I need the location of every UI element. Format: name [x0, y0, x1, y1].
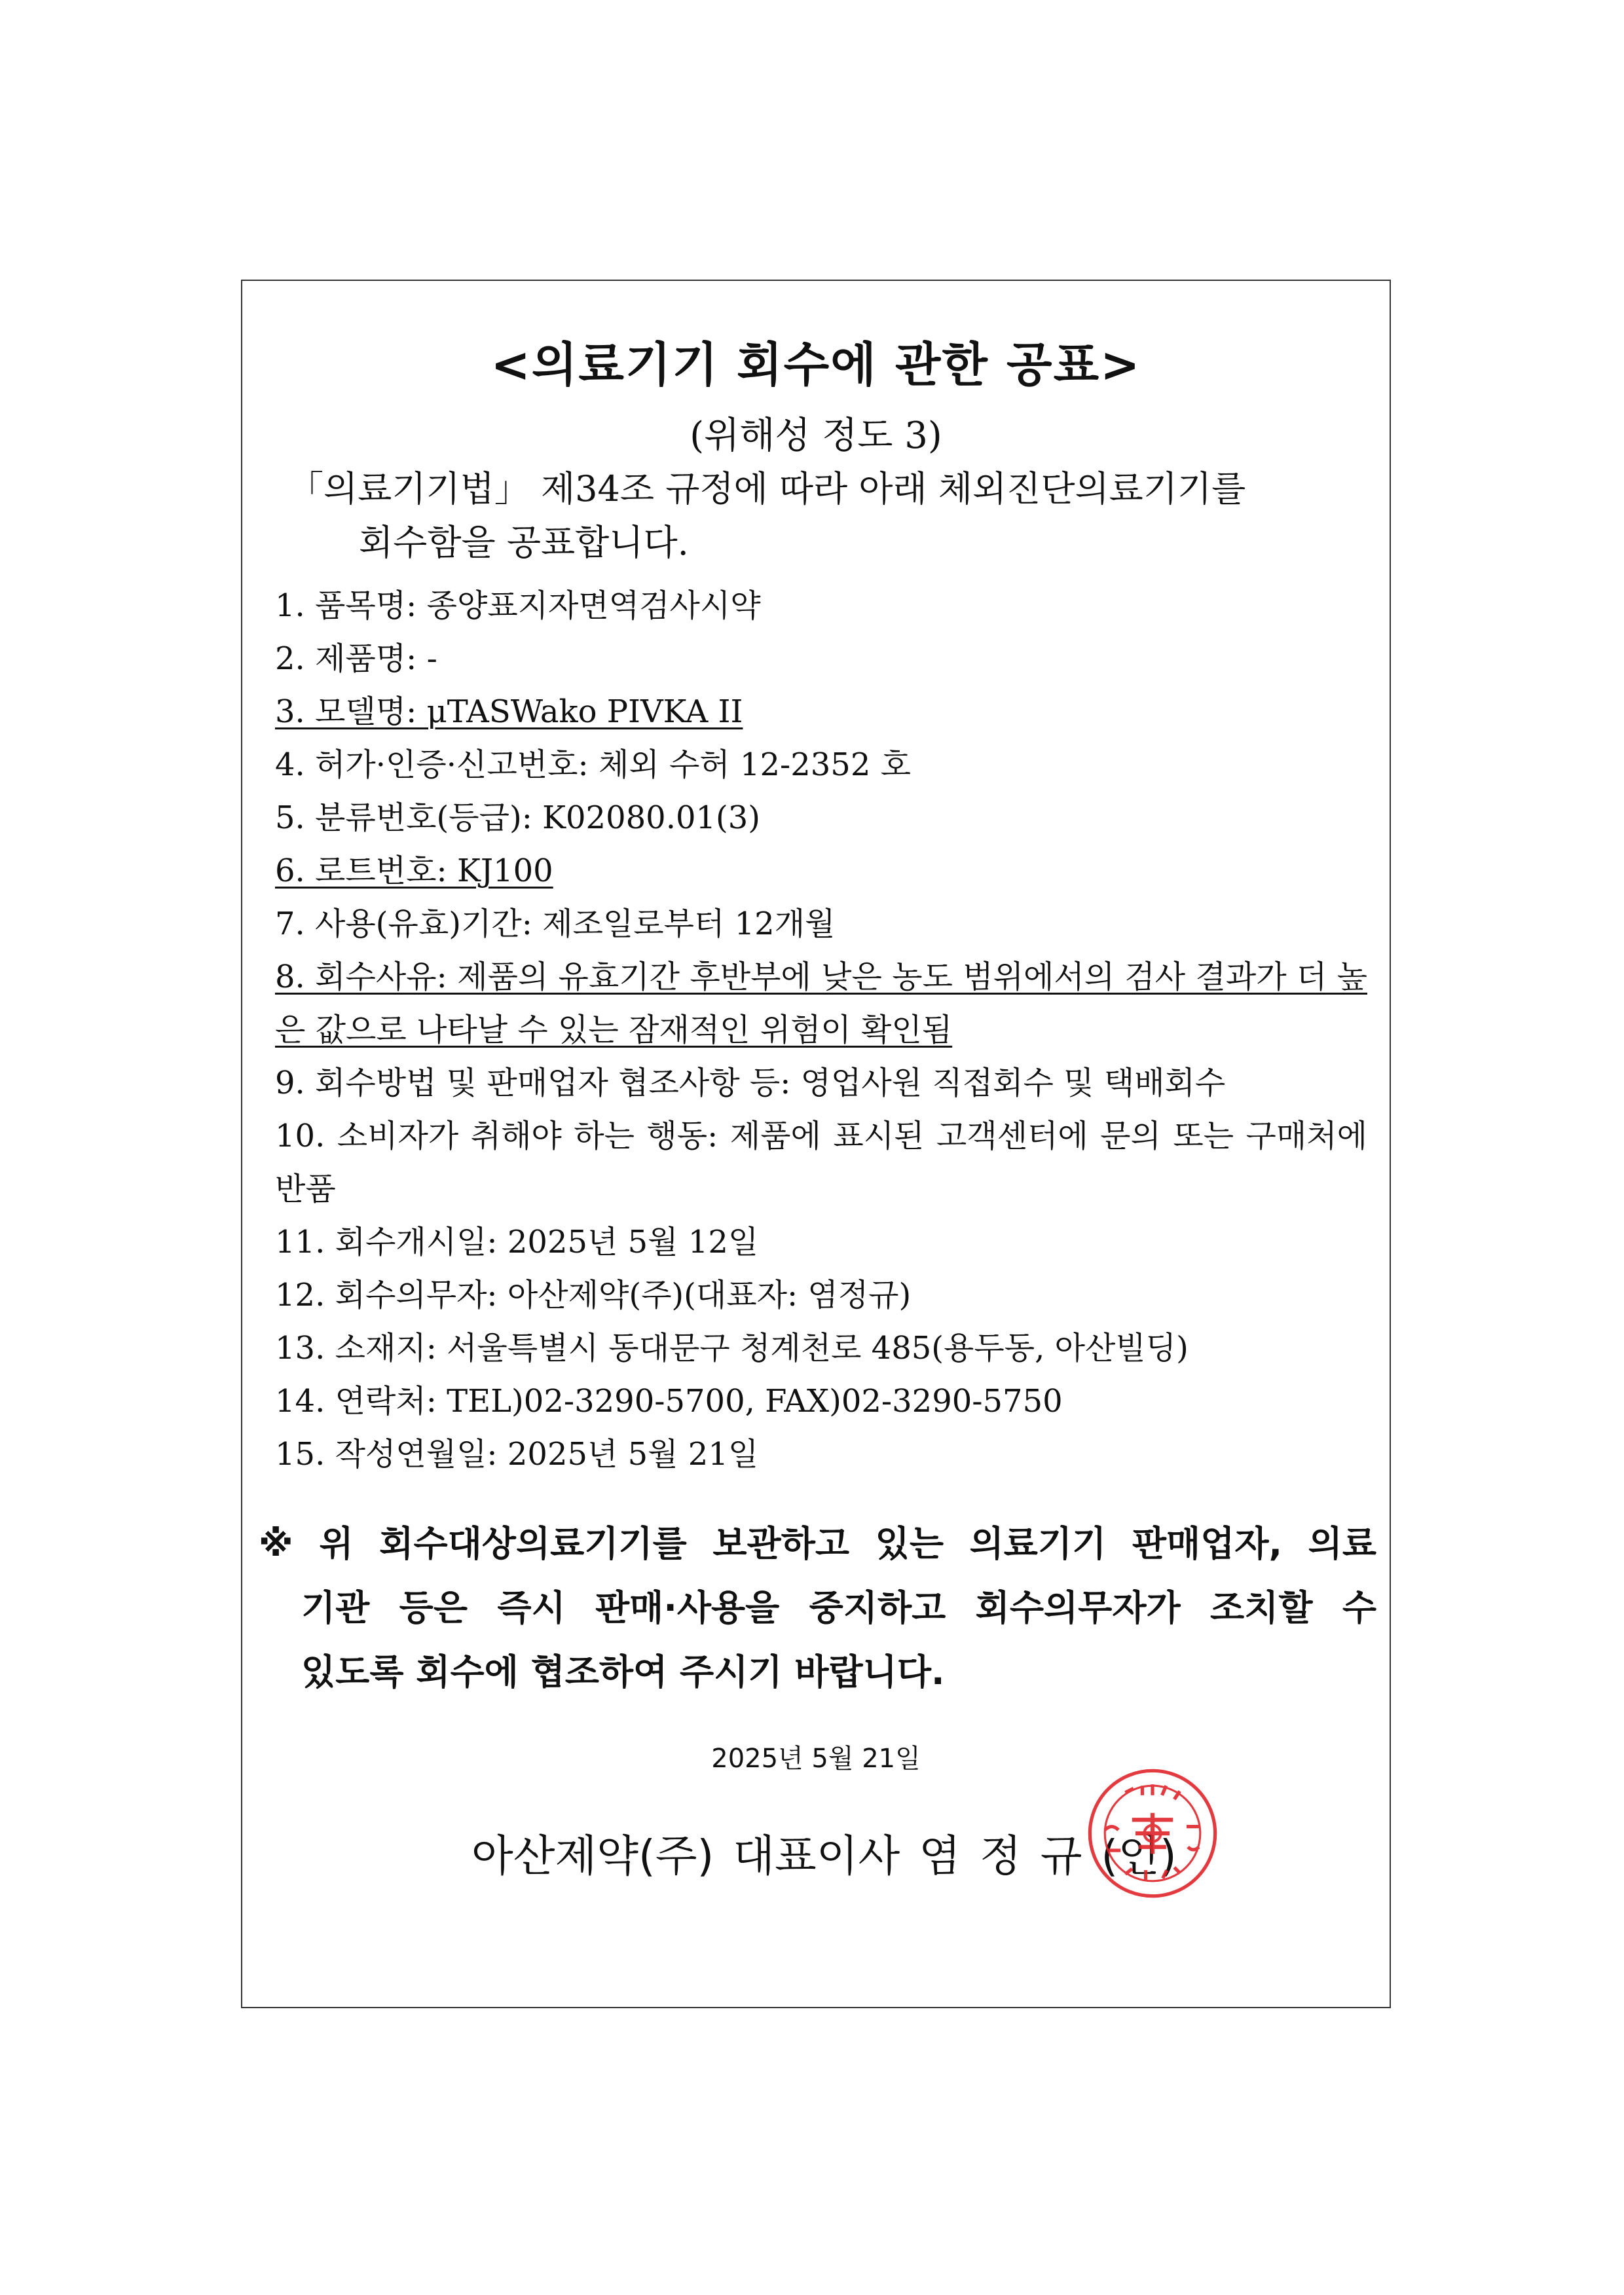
item-lot-number: 6. 로트번호: KJ100 — [275, 853, 553, 889]
signer-line: 아산제약(주) 대표이사 염 정 규 (인) — [471, 1831, 1177, 1881]
item-consumer-action: 10. 소비자가 취해야 하는 행동: 제품에 표시된 고객센터에 문의 또는 구매처에 반품 — [275, 1118, 1367, 1207]
item-address: 13. 소재지: 서울특별시 동대문구 청계천로 485(용두동, 아산빌딩) — [275, 1330, 1189, 1367]
intro-line-2: 회수함을 공표합니다. — [359, 522, 689, 563]
item-license-number: 4. 허가·인증·신고번호: 체외 수허 12-2352 호 — [275, 746, 912, 783]
item-written-date: 15. 작성연월일: 2025년 5월 21일 — [275, 1436, 759, 1473]
item-contact: 14. 연락처: TEL)02-3290-5700, FAX)02-3290-5750 — [275, 1383, 1063, 1420]
issue-date: 2025년 5월 21일 — [711, 1744, 921, 1774]
notice-line-2: 기관 등은 즉시 판매·사용을 중지하고 회수의무자가 조치할 수 — [301, 1587, 1376, 1628]
notice-line-1: 위 회수대상의료기기를 보관하고 있는 의료기기 판매업자, 의료 — [319, 1523, 1376, 1564]
item-model-name: 3. 모델명: μTASWako PIVKA II — [275, 693, 743, 730]
item-classification: 5. 분류번호(등급): K02080.01(3) — [275, 799, 761, 836]
item-product-name: 2. 제품명: - — [275, 640, 437, 677]
document-title: <의료기기 회수에 관한 공표> — [490, 337, 1141, 392]
recall-details-list — [275, 579, 1376, 1481]
item-product-category: 1. 품목명: 종양표지자면역검사시약 — [275, 587, 761, 624]
risk-level-subtitle: (위해성 정도 3) — [690, 414, 942, 457]
item-shelf-life: 7. 사용(유효)기간: 제조일로부터 12개월 — [275, 906, 836, 942]
notice-line-3: 있도록 회수에 협조하여 주시기 바랍니다. — [301, 1651, 945, 1693]
cooperation-notice — [259, 1512, 1376, 1704]
item-recall-method: 9. 회수방법 및 판매업자 협조사항 등: 영업사원 직접회수 및 택배회수 — [275, 1065, 1226, 1101]
item-recall-reason: 8. 회수사유: 제품의 유효기간 후반부에 낮은 농도 범위에서의 검사 결과가 더 높은 값으로 나타날 수 있는 잠재적인 위험이 확인됨 — [275, 959, 1367, 1048]
notice-frame — [241, 280, 1391, 2008]
notice-mark: ※ — [259, 1523, 293, 1564]
item-recall-start-date: 11. 회수개시일: 2025년 5월 12일 — [275, 1224, 759, 1260]
item-recall-obligor: 12. 회수의무자: 아산제약(주)(대표자: 염정규) — [275, 1277, 912, 1313]
intro-line-1: 「의료기기법」 제34조 규정에 따라 아래 체외진단의료기기를 — [288, 468, 1246, 509]
intro-paragraph — [288, 462, 1363, 570]
company-seal-stamp — [1084, 1765, 1221, 1901]
